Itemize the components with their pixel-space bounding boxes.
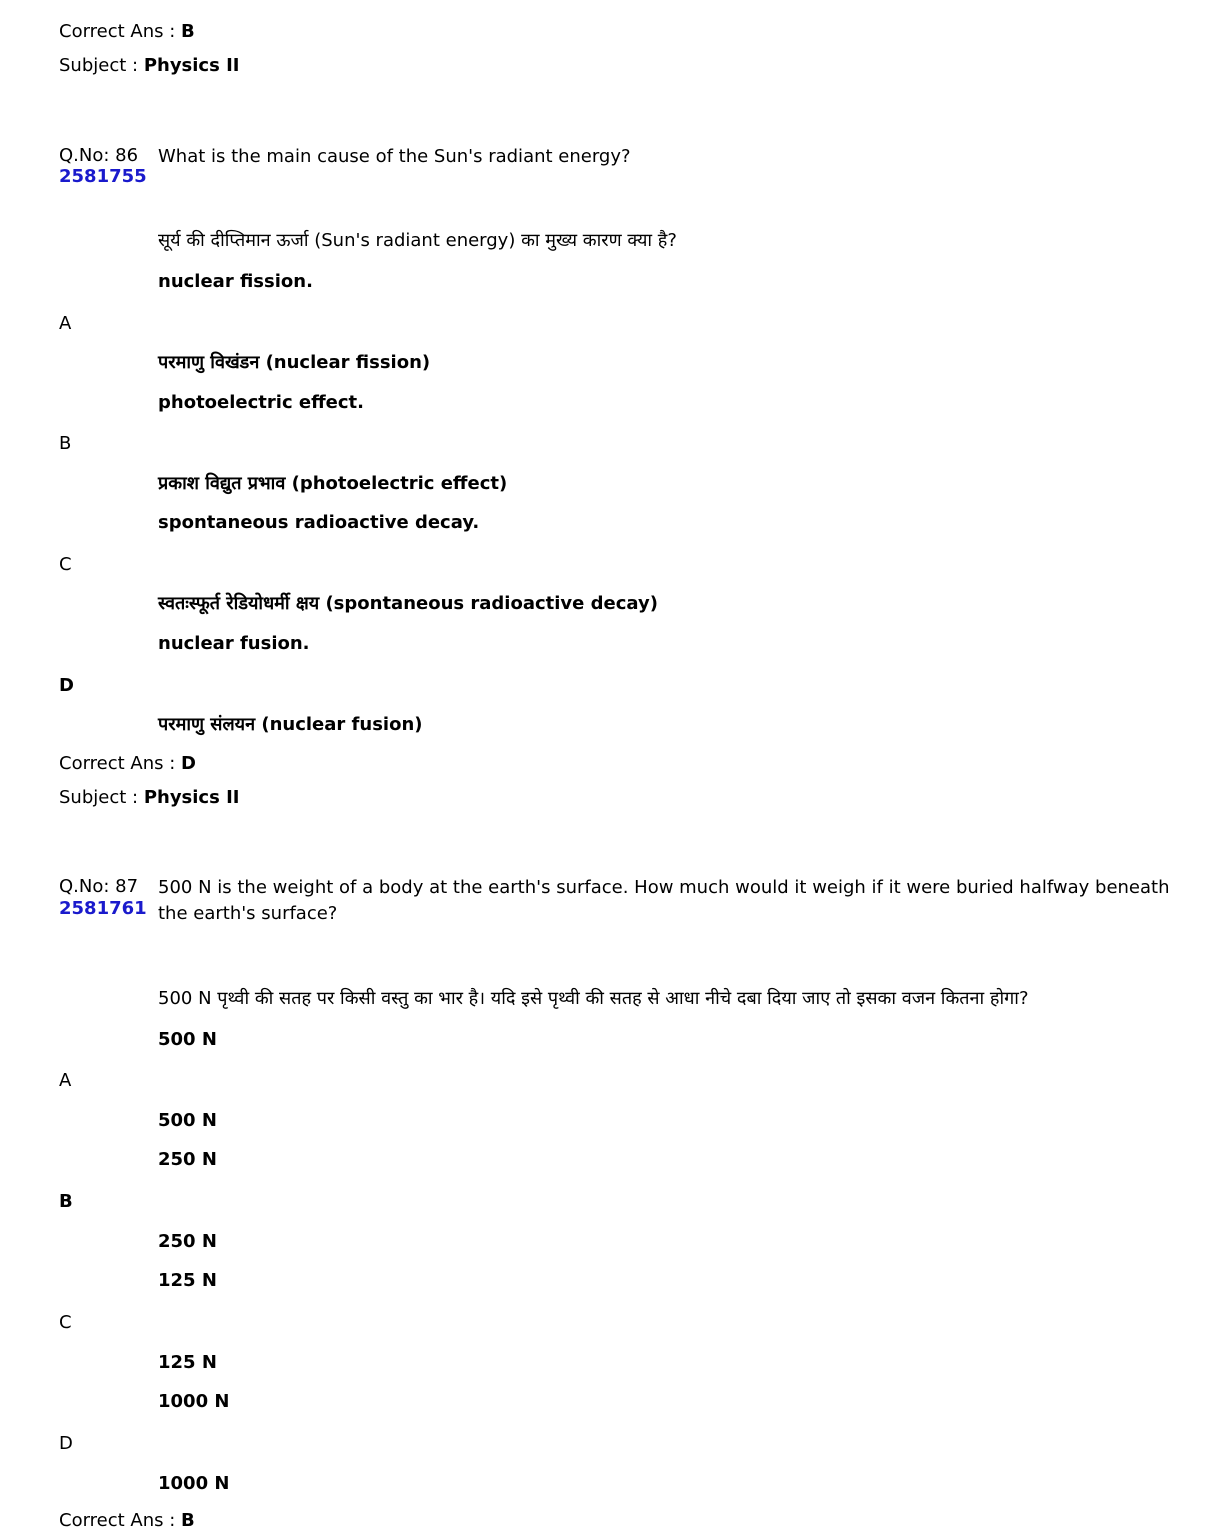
option-c-en: spontaneous radioactive decay. <box>158 512 480 533</box>
correct-answer-row <box>59 1512 195 1530</box>
correct-answer-value: B <box>181 21 195 42</box>
subject-label: Subject : <box>59 787 139 808</box>
option-a-hi: 500 N <box>158 1110 217 1131</box>
option-c-hi: स्वतःस्फूर्त रेडियोधर्मी क्षय (spontaneous radioactive decay) <box>158 593 658 614</box>
correct-answer-row <box>59 23 195 41</box>
question-text-hi: सूर्य की दीप्तिमान ऊर्जा (Sun's radiant energy) का मुख्य कारण क्या है? <box>158 230 677 251</box>
question-number: Q.No: 86 <box>59 145 139 166</box>
question-number: Q.No: 87 <box>59 876 139 897</box>
option-b-en: photoelectric effect. <box>158 392 364 413</box>
question-id: 2581755 <box>59 166 147 187</box>
correct-answer-label: Correct Ans : <box>59 21 176 42</box>
subject-row <box>59 789 239 807</box>
option-c-letter: C <box>59 554 72 575</box>
option-d-hi: 1000 N <box>158 1473 230 1494</box>
subject-value: Physics II <box>143 787 240 808</box>
option-b-hi: 250 N <box>158 1231 217 1252</box>
option-a-en: nuclear fission. <box>158 271 313 292</box>
option-a-en: 500 N <box>158 1029 217 1050</box>
option-b-letter: B <box>59 1191 73 1212</box>
option-d-en: 1000 N <box>158 1391 230 1412</box>
question-id: 2581761 <box>59 898 147 919</box>
option-d-letter: D <box>59 675 74 696</box>
question-text-en: What is the main cause of the Sun's radiant energy? <box>158 146 631 167</box>
option-a-letter: A <box>59 313 72 334</box>
subject-label: Subject : <box>59 55 139 76</box>
option-a-hi: परमाणु विखंडन (nuclear fission) <box>158 352 431 373</box>
correct-answer-label: Correct Ans : <box>59 753 176 774</box>
option-d-en: nuclear fusion. <box>158 633 310 654</box>
option-d-hi: परमाणु संलयन (nuclear fusion) <box>158 714 423 735</box>
option-d-letter: D <box>59 1433 73 1454</box>
option-b-en: 250 N <box>158 1149 217 1170</box>
option-b-letter: B <box>59 433 72 454</box>
correct-answer-label: Correct Ans : <box>59 1510 176 1531</box>
option-c-letter: C <box>59 1312 72 1333</box>
question-text-en: 500 N is the weight of a body at the earth's surface. How much would it weigh if it were buried halfway beneath the earth's surface? <box>158 877 1170 924</box>
correct-answer-value: D <box>181 753 196 774</box>
subject-value: Physics II <box>143 55 240 76</box>
option-b-hi: प्रकाश विद्युत प्रभाव (photoelectric effect) <box>158 473 508 494</box>
correct-answer-value: B <box>181 1510 195 1531</box>
option-a-letter: A <box>59 1070 72 1091</box>
correct-answer-row <box>59 755 196 773</box>
subject-row <box>59 57 239 75</box>
option-c-en: 125 N <box>158 1270 217 1291</box>
question-text-hi: 500 N पृथ्वी की सतह पर किसी वस्तु का भार है। यदि इसे पृथ्वी की सतह से आधा नीचे दबा दिया जाए तो इसका वजन कितना होगा? <box>158 988 1029 1009</box>
option-c-hi: 125 N <box>158 1352 217 1373</box>
